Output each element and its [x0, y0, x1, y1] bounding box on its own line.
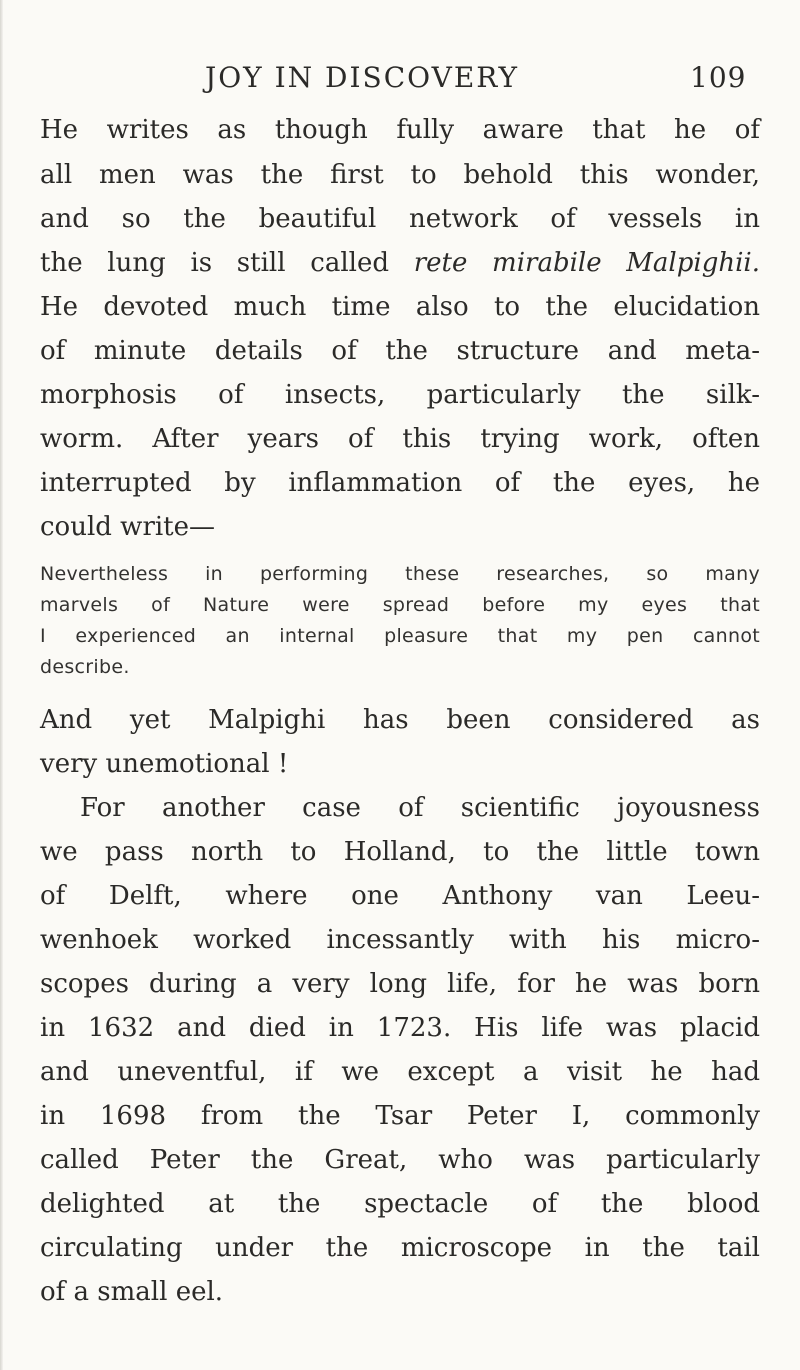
text-line: and so the beautiful network of vessels in	[40, 204, 760, 234]
text-line: and uneventful, if we except a visit he had	[40, 1057, 760, 1087]
text-line: He devoted much time also to the elucidation	[40, 292, 760, 322]
text-line: interrupted by inflammation of the eyes, he	[40, 468, 760, 498]
text-line: He writes as though fully aware that he of	[40, 115, 760, 145]
text-line: called Peter the Great, who was particularly	[40, 1145, 760, 1175]
text-line: all men was the first to behold this wonder,	[40, 160, 760, 190]
text-line: delighted at the spectacle of the blood	[40, 1189, 760, 1219]
italic-latin-term: rete mirabile Malpighii.	[413, 248, 760, 278]
text-line: worm. After years of this trying work, often	[40, 424, 760, 454]
running-head-title: JOY IN DISCOVERY	[205, 61, 519, 94]
quote-line: describe.	[40, 656, 130, 678]
text-line: of Delft, where one Anthony van Leeu-	[40, 881, 760, 911]
text-line: And yet Malpighi has been considered as	[40, 705, 760, 735]
text-line	[40, 246, 760, 280]
text-line: wenhoek worked incessantly with his micro-	[40, 925, 760, 955]
quote-line: marvels of Nature were spread before my eyes that	[40, 594, 760, 616]
text-line: we pass north to Holland, to the little town	[40, 837, 760, 867]
quote-line: Nevertheless in performing these researches, so many	[40, 563, 760, 585]
text-line: For another case of scientific joyousness	[80, 793, 760, 823]
running-head	[0, 60, 800, 100]
page-number: 109	[690, 61, 747, 94]
text-line: scopes during a very long life, for he was born	[40, 969, 760, 999]
quote-line: I experienced an internal pleasure that my pen cannot	[40, 625, 760, 647]
text-line: in 1698 from the Tsar Peter I, commonly	[40, 1101, 760, 1131]
text-line: morphosis of insects, particularly the silk-	[40, 380, 760, 410]
text-line: in 1632 and died in 1723. His life was placid	[40, 1013, 760, 1043]
text-line: very unemotional !	[40, 749, 289, 779]
text-line: of minute details of the structure and meta-	[40, 336, 760, 366]
text-line: of a small eel.	[40, 1277, 224, 1307]
text-line: could write—	[40, 512, 216, 542]
text-line: circulating under the microscope in the tail	[40, 1233, 760, 1263]
text-segment: the lung is still called	[40, 248, 414, 278]
